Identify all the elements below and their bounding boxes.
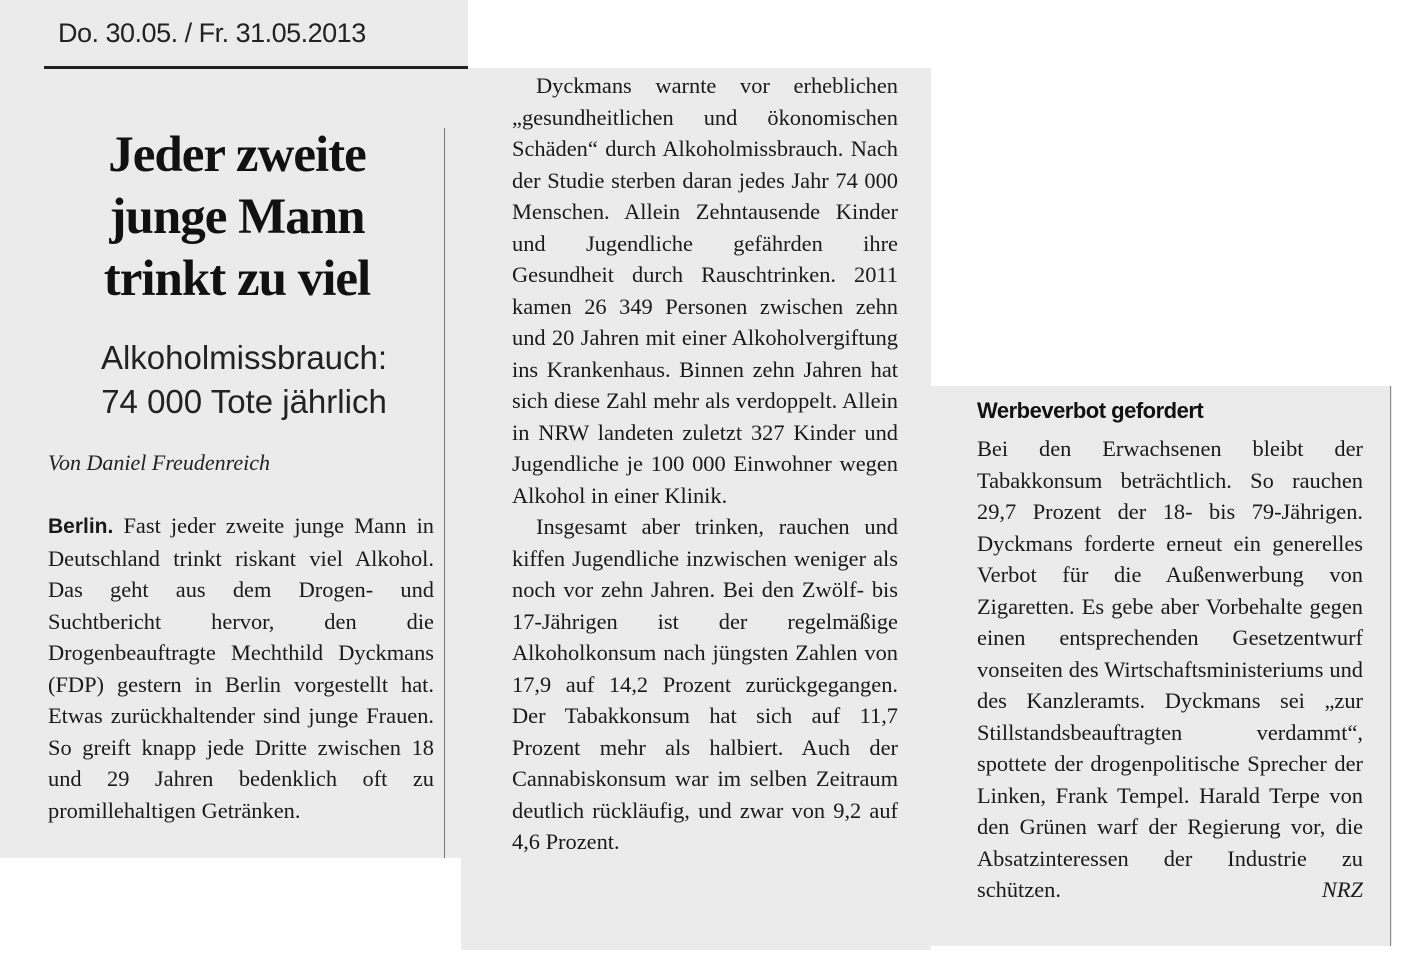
subheadline [48,336,440,424]
headline [48,124,426,310]
article-paragraph [977,433,1363,906]
byline: Von Daniel Freudenreich [48,450,270,475]
clipping-edge-rule [1390,386,1391,946]
paragraph-text: Fast jeder zweite junge Mann in Deutschland trinkt riskant viel Alkohol. Das geht aus dem Drogen- und Suchtbericht hervor, den die Drogenbeauftragte Mechthild Dyckmans (FDP) gestern in Berlin vorgestellt hat. Etwas zurückhaltender sind junge Frauen. So greift knapp jede Dritte zwischen 18 und 29 Jahren bedenklich oft zu promillehaltigen Getränken. [48,513,434,823]
headline-line: trinkt zu viel [103,251,371,307]
dateline-city: Berlin. [48,515,114,538]
article-column-1 [48,510,434,826]
subheadline-line: 74 000 Tote jährlich [101,383,387,420]
article-column-3 [977,433,1363,906]
section-subheading: Werbeverbot gefordert [977,398,1204,423]
dateline: Do. 30.05. / Fr. 31.05.2013 [58,18,366,48]
column-rule [444,128,445,858]
headline-line: Jeder zweite [108,127,366,183]
article-paragraph: Dyckmans warnte vor erheblichen „gesundheitlichen und ökonomischen Schäden“ durch Alkoholmissbrauch. Nach der Studie sterben daran jedes Jahr 74 000 Menschen. Allein Zehntausende Kinder und Jugendliche gefährden ihre Gesundheit durch Rauschtrinken. 2011 kamen 26 349 Personen zwischen zehn und 20 Jahren mit einer Alkoholvergiftung ins Krankenhaus. Binnen zehn Jahren hat sich diese Zahl mehr als verdoppelt. Allein in NRW landeten zuletzt 327 Kinder und Jugendliche je 100 000 Einwohner wegen Alkohol in einer Klinik. [512,73,898,508]
paragraph-text: Bei den Erwachsenen bleibt der Tabakkonsum beträchtlich. So rauchen 29,7 Prozent der 18- bis 79-Jährigen. Dyckmans forderte erneut ein generelles Verbot für die Außenwerbung von Zigaretten. Es gebe aber Vorbehalte gegen einen entsprechenden Gesetzentwurf vonseiten des Wirtschaftsministeriums und des Kanzleramts. Dyckmans sei „zur Stillstandsbeauftragten verdammt“, spottete der drogenpolitische Sprecher der Linken, Frank Tempel. Harald Terpe von den Grünen warf der Regierung vor, die Absatzinteressen der Industrie zu schützen. [977,436,1363,902]
header-rule [44,66,468,69]
article-paragraph [48,510,434,826]
article-paragraph: Insgesamt aber trinken, rauchen und kiffen Jugendliche inzwischen weniger als noch vor zehn Jahren. Bei den Zwölf- bis 17-Jährigen ist der regelmäßige Alkoholkonsum nach jüngsten Zahlen von 17,9 auf 14,2 Prozent zurückgegangen. Der Tabakkonsum hat sich auf 11,7 Prozent mehr als halbiert. Auch der Cannabiskonsum war im selben Zeitraum deutlich rückläufig, und zwar von 9,2 auf 4,6 Prozent. [512,514,898,854]
article-column-2 [512,70,898,858]
subheadline-line: Alkoholmissbrauch: [100,339,388,376]
author-signature: NRZ [1321,877,1363,902]
headline-line: junge Mann [109,189,365,245]
